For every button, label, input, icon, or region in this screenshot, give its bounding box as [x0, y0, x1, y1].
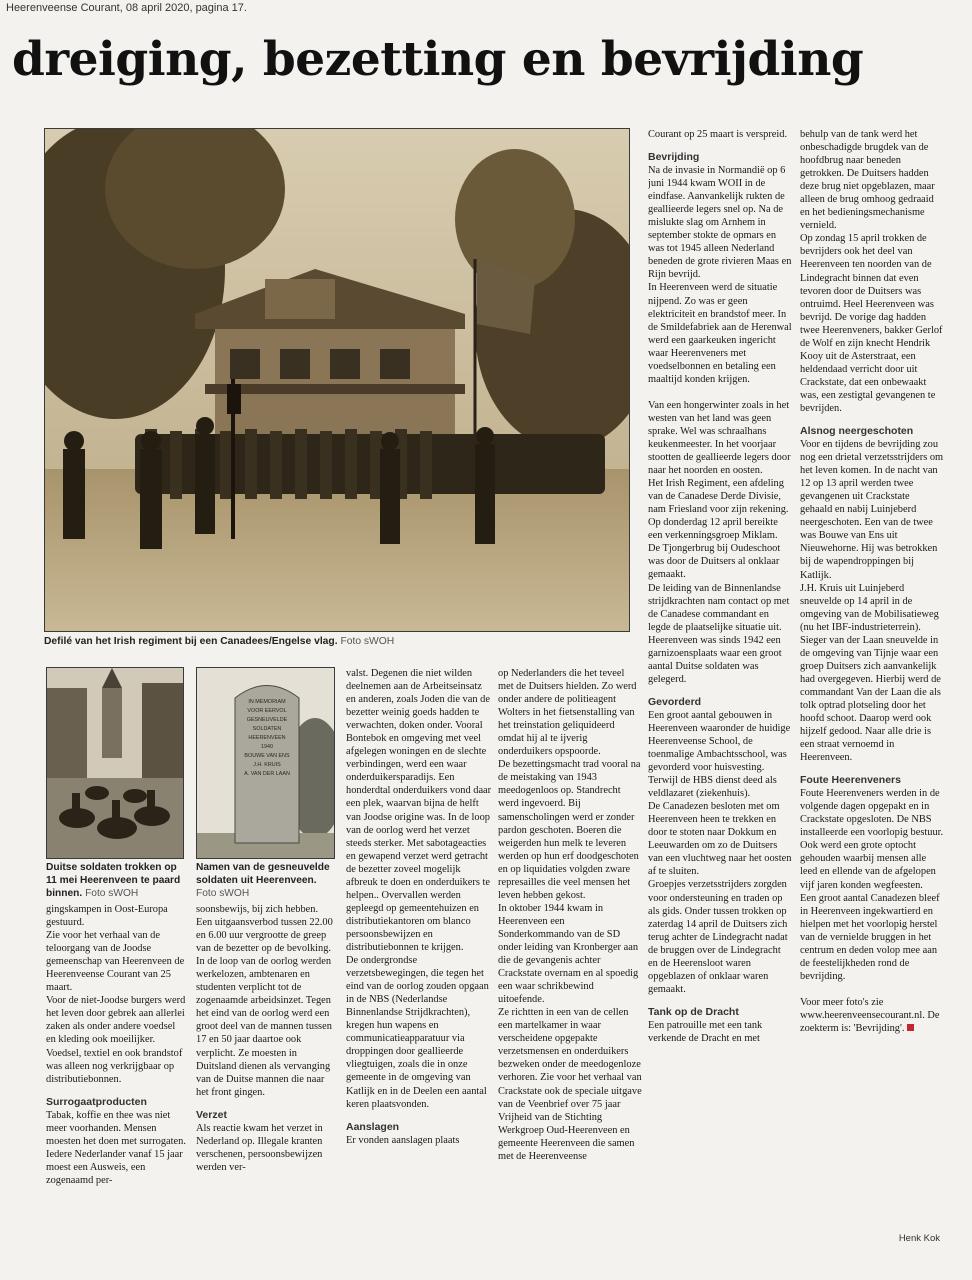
end-of-article-mark: [907, 1024, 914, 1031]
paragraph: Tabak, koffie en thee was niet meer voorhanden. Mensen moesten het doen met surrogaten. Iedere Nederlander vanaf 15 jaar moest een Ausweis, een zogenaamd per-: [46, 1109, 186, 1186]
paragraph: De ondergrondse verzetsbewegingen, die tegen het eind van de oorlog zouden opgaan in de NBS (Nederlandse Binnenlandse Strijdkrachten), kregen hun wapens en communicatieapparatuur via droppingen door geallieerde vliegtuigen, zoals die in onze gemeente in de omgeving van Katlijk en in de Deelen een aantal keren plaatsvonden.: [346, 955, 489, 1110]
section-heading: Aanslagen: [346, 1120, 400, 1133]
inscription-line: HEERENVEEN: [248, 735, 286, 741]
paragraph: Groepjes verzetsstrijders zorgden voor ondersteuning en traden op als gids. Onder tussen trokken op zaterdag 14 april de Duitsers zich terug achter de Lindegracht nadat de bruggen over de Lindegracht en de Heerensloot waren opgeblazen of onklaar waren gemaakt.: [648, 879, 788, 995]
inscription-line: IN MEMORIAM: [248, 699, 286, 705]
paragraph: In Heerenveen werd de situatie nijpend. Zo was er geen elektriciteit en brandstof meer. In de Smildefabriek aan de Herenwal werd een gaarkeuken ingericht waar Heerenveners met voedselbonnen en betaling een maaltijd konden krijgen.: [648, 282, 792, 385]
paragraph: Zie voor het verhaal van de teloorgang van de Joodse gemeenschap van Heerenveen de Heerenveense Courant van 25 maart.: [46, 930, 185, 994]
section-heading: Alsnog neergeschoten: [800, 425, 914, 438]
section-heading: Verzet: [196, 1108, 227, 1121]
paragraph: Voor en tijdens de bevrijding zou nog een drietal verzetsstrijders om het leven komen. In de nacht van 12 op 13 april werden twee gevangenen uit Crackstate gehaald en nabij Luinjeberd neergeschoten. Een van de twee was Bouwe van Ens uit Nieuwehorne. Hij was betrokken bij de wapendroppingen bij Katlijk.: [800, 439, 944, 581]
paragraph: Er vonden aanslagen plaats: [346, 1134, 460, 1146]
headline: dreiging, bezetting en bevrijding: [12, 32, 864, 87]
text-column-3: [346, 667, 492, 1247]
paragraph: Een groot aantal gebouwen in Heerenveen waaronder de huidige Heerenveense School, de toenmalige Ambachtsschool, was gevorderd voor huisvesting. Terwijl de HBS dienst deed als veldlazaret (ziekenhuis).: [648, 709, 791, 800]
inscription-line: GESNEUVELDE: [246, 717, 288, 723]
inscription-line: J.H. KRUIS: [253, 762, 281, 768]
inscription-line: A. VAN DER LAAN: [244, 771, 290, 777]
section-heading: Surrogaatproducten: [46, 1095, 147, 1108]
dateline: Heerenveense Courant, 08 april 2020, pagina 17.: [6, 2, 247, 14]
paragraph: Sieger van der Laan sneuvelde in de omgeving van Tijnje waar een groep Duitsers zich aanvankelijk had overgegeven. Hierbij werd de commandant Van der Laan die als tolk optrad plotseling door het hoofd schoot. Daarop werd ook hijzelf gedood. Naar alle drie is een straat vernoemd in Heerenveen.: [800, 634, 941, 764]
photo-credit: Foto sWOH: [85, 888, 139, 899]
text-column-4: [498, 667, 642, 1247]
caption-text: Duitse soldaten trokken op 11 mei Heerenveen te paard binnen.: [46, 862, 181, 899]
inscription-line: 1940: [261, 744, 273, 750]
paragraph: Van een hongerwinter zoals in het westen van het land was geen sprake. Wel was schraalhans keukenmeester. In het voorjaar stootten de geallieerde legers door naar het noorden en oosten.: [648, 399, 791, 477]
inscription-line: SOLDATEN: [252, 726, 282, 732]
monument-photo-caption: [196, 861, 334, 900]
paragraph: J.H. Kruis uit Luinjeberd sneuvelde op 14 april in de omgeving van de Mobilisatieweg (nu het IBF-industrieterrein).: [800, 582, 939, 633]
section-heading: Foute Heerenveners: [800, 774, 901, 787]
paragraph: valst. Degenen die niet wilden deelnemen aan de Arbeitseinsatz en anderen, zoals Joden die van de bezetter weinig goeds hadden te verwachten, doken onder. Vooral Bontebok en omgeving met veel afgelegen woningen en de slechte verbindingen, werd een waar onderduikersparadijs. Een honderdtal onderduikers vond daar een plek, waarvan bijna de helft van Joodse origine was. In de loop van de oorlog werd het verzet steeds sterker. Met sabotageacties en gewapend verzet werd getracht de bezetter zoveel mogelijk afbreuk te doen en onderduikers te helpen.. Overvallen werden gepleegd op gemeentehuizen en distributiekantoren om blanco persoonsbewijzen en distributiebonnen te krijgen.: [346, 668, 492, 953]
soldiers-photo: [46, 667, 184, 859]
paragraph: De Canadezen besloten met om Heerenveen heen te trekken en door te stoten naar Dokkum en Leeuwarden om zo de Duitsers van een vluchtweg naar het oosten af te sluiten.: [648, 801, 792, 878]
inscription-line: VOOR EERVOL: [247, 708, 287, 714]
paragraph: op Nederlanders die het teveel met de Duitsers hielden. Zo werd onder andere de politieagent Wolters in het fietsenstalling van het treinstation geliquideerd omdat hij al te ijverig onderduikers opspoorde.: [498, 668, 637, 758]
paragraph: Na de invasie in Normandië op 6 juni 1944 kwam WOII in de eindfase. Aanvankelijk rukten de geallieerde legers snel op. Na de mislukte slag om Arnhem in september stokte de opmars en was tot 1945 alleen Nederland beneden de grote rivieren Maas en Rijn bevrijd.: [648, 165, 792, 281]
paragraph: Ze richtten in een van de cellen een martelkamer in waar verscheidene opgepakte verzetsmensen en onderduikers bezweken onder de meedogenloze verhoren. Zie voor het verhaal van Crackstate ook de speciale uitgave van de Veenbrief over 75 jaar Vrijheid van de Stichting Werkgroep Oud-Heerenveen en gemeente Heerenveen die samen met de Heerenveense: [498, 1007, 642, 1162]
paragraph: Ook werd een grote optocht gehouden waarbij mensen alle leed en ellende van de afgelopen vijf jaren konden wegfeesten.: [800, 840, 936, 891]
paragraph: Een patrouille met een tank verkende de Dracht en met: [648, 1019, 763, 1044]
paragraph: In oktober 1944 kwam in Heerenveen een Sonderkommando van de SD onder leiding van Kronberger aan die de gevangenis achter Crackstate overnam en al spoedig een waar schrikbewind uitoefende.: [498, 902, 639, 1006]
section-heading: Bevrijding: [648, 151, 700, 164]
paragraph: De leiding van de Binnenlandse strijdkrachten nam contact op met de Canadese commandant en legde de plaatselijke situatie uit. Heerenveen was sinds 1942 een garnizoensplaats waar een groot aantal Duitse soldaten was gelegerd.: [648, 582, 790, 685]
section-heading: Tank op de Dracht: [648, 1005, 739, 1018]
paragraph: Als reactie kwam het verzet in Nederland op. Illegale kranten verschenen, persoonsbewijzen werden ver-: [196, 1122, 323, 1173]
caption-text: Namen van de gesneuvelde soldaten uit Heerenveen.: [196, 862, 330, 886]
main-photo: [44, 128, 630, 632]
inscription-line: BOUWE VAN ENS: [244, 753, 290, 759]
paragraph: Een groot aantal Canadezen bleef in Heerenveen ingekwartierd en hielpen met het voorlopig herstel van de vernielde bruggen in het centrum en deden volop mee aan de feestelijkheden rond de bevrijding.: [800, 892, 940, 982]
paragraph: Het Irish Regiment, een afdeling van de Canadese Derde Divisie, nam Friesland voor zijn rekening. Op donderdag 12 april bereikte een verkenningsgroep Miklam. De Tjongerbrug bij Oudeschoot was door de Duitsers al onklaar gemaakt.: [648, 478, 789, 581]
monument-inscription: [237, 698, 297, 779]
monument-photo: [196, 667, 335, 859]
text-column-5: [648, 128, 792, 1246]
photo-credit: Foto sWOH: [196, 888, 250, 899]
paragraph: De bezettingsmacht trad vooral na de meistaking van 1943 meedogenloos op. Standrecht werd ingevoerd. Bij samenscholingen werd er zonder pardon geschoten. Boeren die weigerden hun melk te leveren werden op hun erf doodgeschoten en op liquidaties volgden zware represailles die veel mensen het leven hebben gekost.: [498, 759, 641, 901]
paragraph: Voor de niet-Joodse burgers werd het leven door gebrek aan allerlei zaken als onder andere voedsel en kleding ook moeilijker. Voedsel, textiel en ook brandstof was alleen nog verkrijgbaar op distributiebonnen.: [46, 995, 186, 1085]
paragraph: Courant op 25 maart is verspreid.: [648, 129, 788, 140]
text-column-2: [196, 903, 336, 1243]
paragraph: behulp van de tank werd het onbeschadigde brugdek van de hoofdbrug naar beneden getrokken. De Duitsers hadden deze brug niet opgeblazen, maar alleen de brug omhoog gedraaid en het bedieningsmechanisme vernield.: [800, 129, 935, 232]
paragraph: Op zondag 15 april trokken de bevrijders ook het deel van Heerenveen ten noorden van de Lindegracht binnen dat even tevoren door de Duitsers was ontruimd. Heel Heerenveen was bevrijd. De vorige dag hadden twee Heerenveners, bakker Gerlof de Wolf en zijn knecht Hendrik Kooy uit de Asterstraat, een heldendaad verricht door uit Crackstate, dat een onbewaakt was, een zestigtal gevangenen te bevrijden.: [800, 233, 943, 414]
paragraph: Foute Heerenveners werden in de volgende dagen opgepakt en in Crackstate opgesloten. De NBS installeerde een voorlopig bestuur.: [800, 788, 944, 839]
section-heading: Gevorderd: [648, 695, 702, 708]
main-photo-caption: [44, 635, 628, 648]
photo-credit: Foto sWOH: [340, 636, 395, 647]
soldiers-photo-caption: [46, 861, 184, 900]
text-column-1: [46, 903, 186, 1243]
caption-text: Defilé van het Irish regiment bij een Canadees/Engelse vlag.: [44, 636, 338, 647]
paragraph: soonsbewijs, bij zich hebben. Een uitgaansverbod tussen 22.00 en 6.00 uur vergrootte de greep van de bezetter op de bevolking. In de loop van de oorlog werden werkelozen, ambtenaren en studenten verplicht tot de zogenaamde arbeidsinzet. Tegen het eind van de oorlog werd een groot deel van de mannen tussen 17 en 50 jaar daartoe ook verplicht. Ze moesten in Duitsland dienen als vervanging van de Duitse mannen die naar het front gingen.: [196, 904, 333, 1098]
text-column-6: [800, 128, 944, 1236]
paragraph: Voor meer foto's zie www.heerenveensecourant.nl. De zoekterm is: 'Bevrijding'.: [800, 996, 940, 1034]
paragraph: gingskampen in Oost-Europa gestuurd.: [46, 904, 168, 929]
byline: Henk Kok: [898, 1233, 940, 1244]
